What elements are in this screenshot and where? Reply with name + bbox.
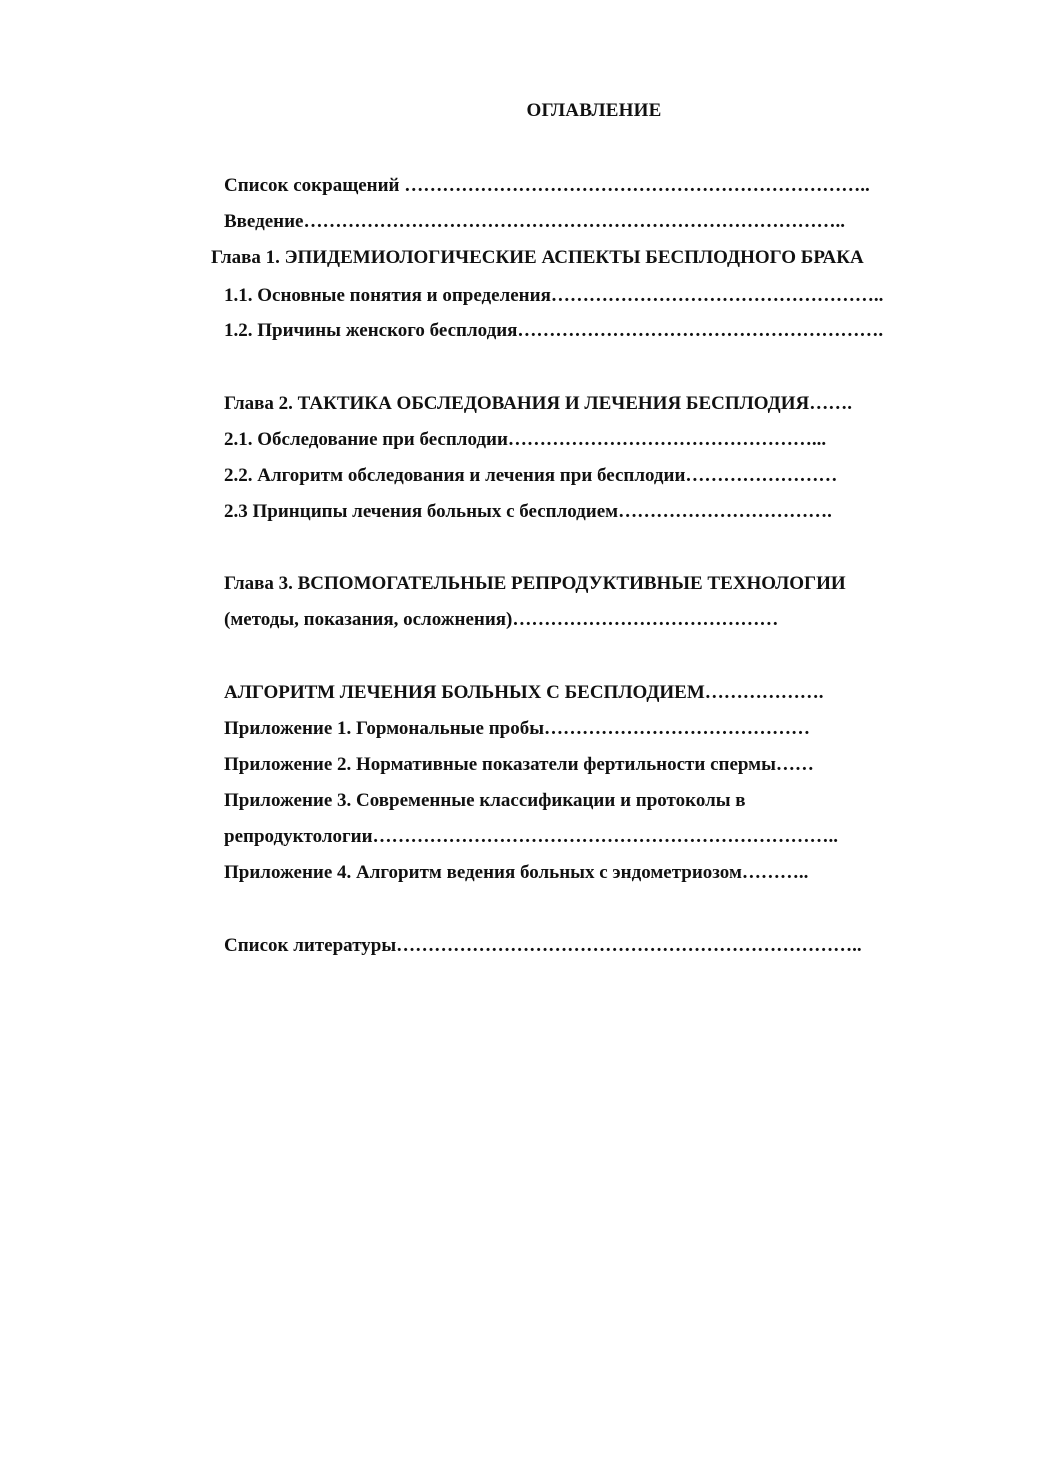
toc-entry-chapter-3: Глава 3. ВСПОМОГАТЕЛЬНЫЕ РЕПРОДУКТИВНЫЕ ТЕХНОЛОГИИ bbox=[224, 573, 846, 594]
toc-entry-section-2-1: 2.1. Обследование при бесплодии…………………………………………... bbox=[224, 429, 827, 450]
toc-entry-chapter-3-continued: (методы, показания, осложнения)…………………………………… bbox=[224, 609, 779, 630]
toc-entry-appendix-3-continued: репродуктологии……………………………………………………………….. bbox=[224, 826, 839, 847]
toc-entry-section-1-2: 1.2. Причины женского бесплодия…………………………………………………. bbox=[224, 320, 884, 341]
toc-entry-abbreviations: Список сокращений ……………………………………………………………….. bbox=[224, 175, 870, 196]
toc-entry-references: Список литературы……………………………………………………………….. bbox=[224, 935, 862, 956]
toc-entry-chapter-1: Глава 1. ЭПИДЕМИОЛОГИЧЕСКИЕ АСПЕКТЫ БЕСПЛОДНОГО БРАКА bbox=[211, 247, 864, 268]
toc-entry-section-2-3: 2.3 Принципы лечения больных с бесплодием……………………………. bbox=[224, 501, 832, 522]
toc-entry-appendix-1: Приложение 1. Гормональные пробы…………………………………… bbox=[224, 718, 811, 739]
toc-entry-section-1-1: 1.1. Основные понятия и определения…………………………………………….. bbox=[224, 285, 884, 306]
toc-entry-chapter-2: Глава 2. ТАКТИКА ОБСЛЕДОВАНИЯ И ЛЕЧЕНИЯ БЕСПЛОДИЯ……. bbox=[224, 393, 852, 414]
toc-entry-appendix-3: Приложение 3. Современные классификации и протоколы в bbox=[224, 790, 746, 811]
toc-entry-appendix-4: Приложение 4. Алгоритм ведения больных с эндометриозом……….. bbox=[224, 862, 809, 883]
toc-entry-appendix-2: Приложение 2. Нормативные показатели фертильности спермы…… bbox=[224, 754, 814, 775]
toc-entry-algorithm: АЛГОРИТМ ЛЕЧЕНИЯ БОЛЬНЫХ С БЕСПЛОДИЕМ………………. bbox=[224, 682, 824, 703]
toc-title: ОГЛАВЛЕНИЕ bbox=[526, 100, 662, 121]
toc-entry-section-2-2: 2.2. Алгоритм обследования и лечения при бесплодии…………………… bbox=[224, 465, 838, 486]
toc-entry-introduction: Введение………………………………………………………………………….. bbox=[224, 211, 845, 232]
